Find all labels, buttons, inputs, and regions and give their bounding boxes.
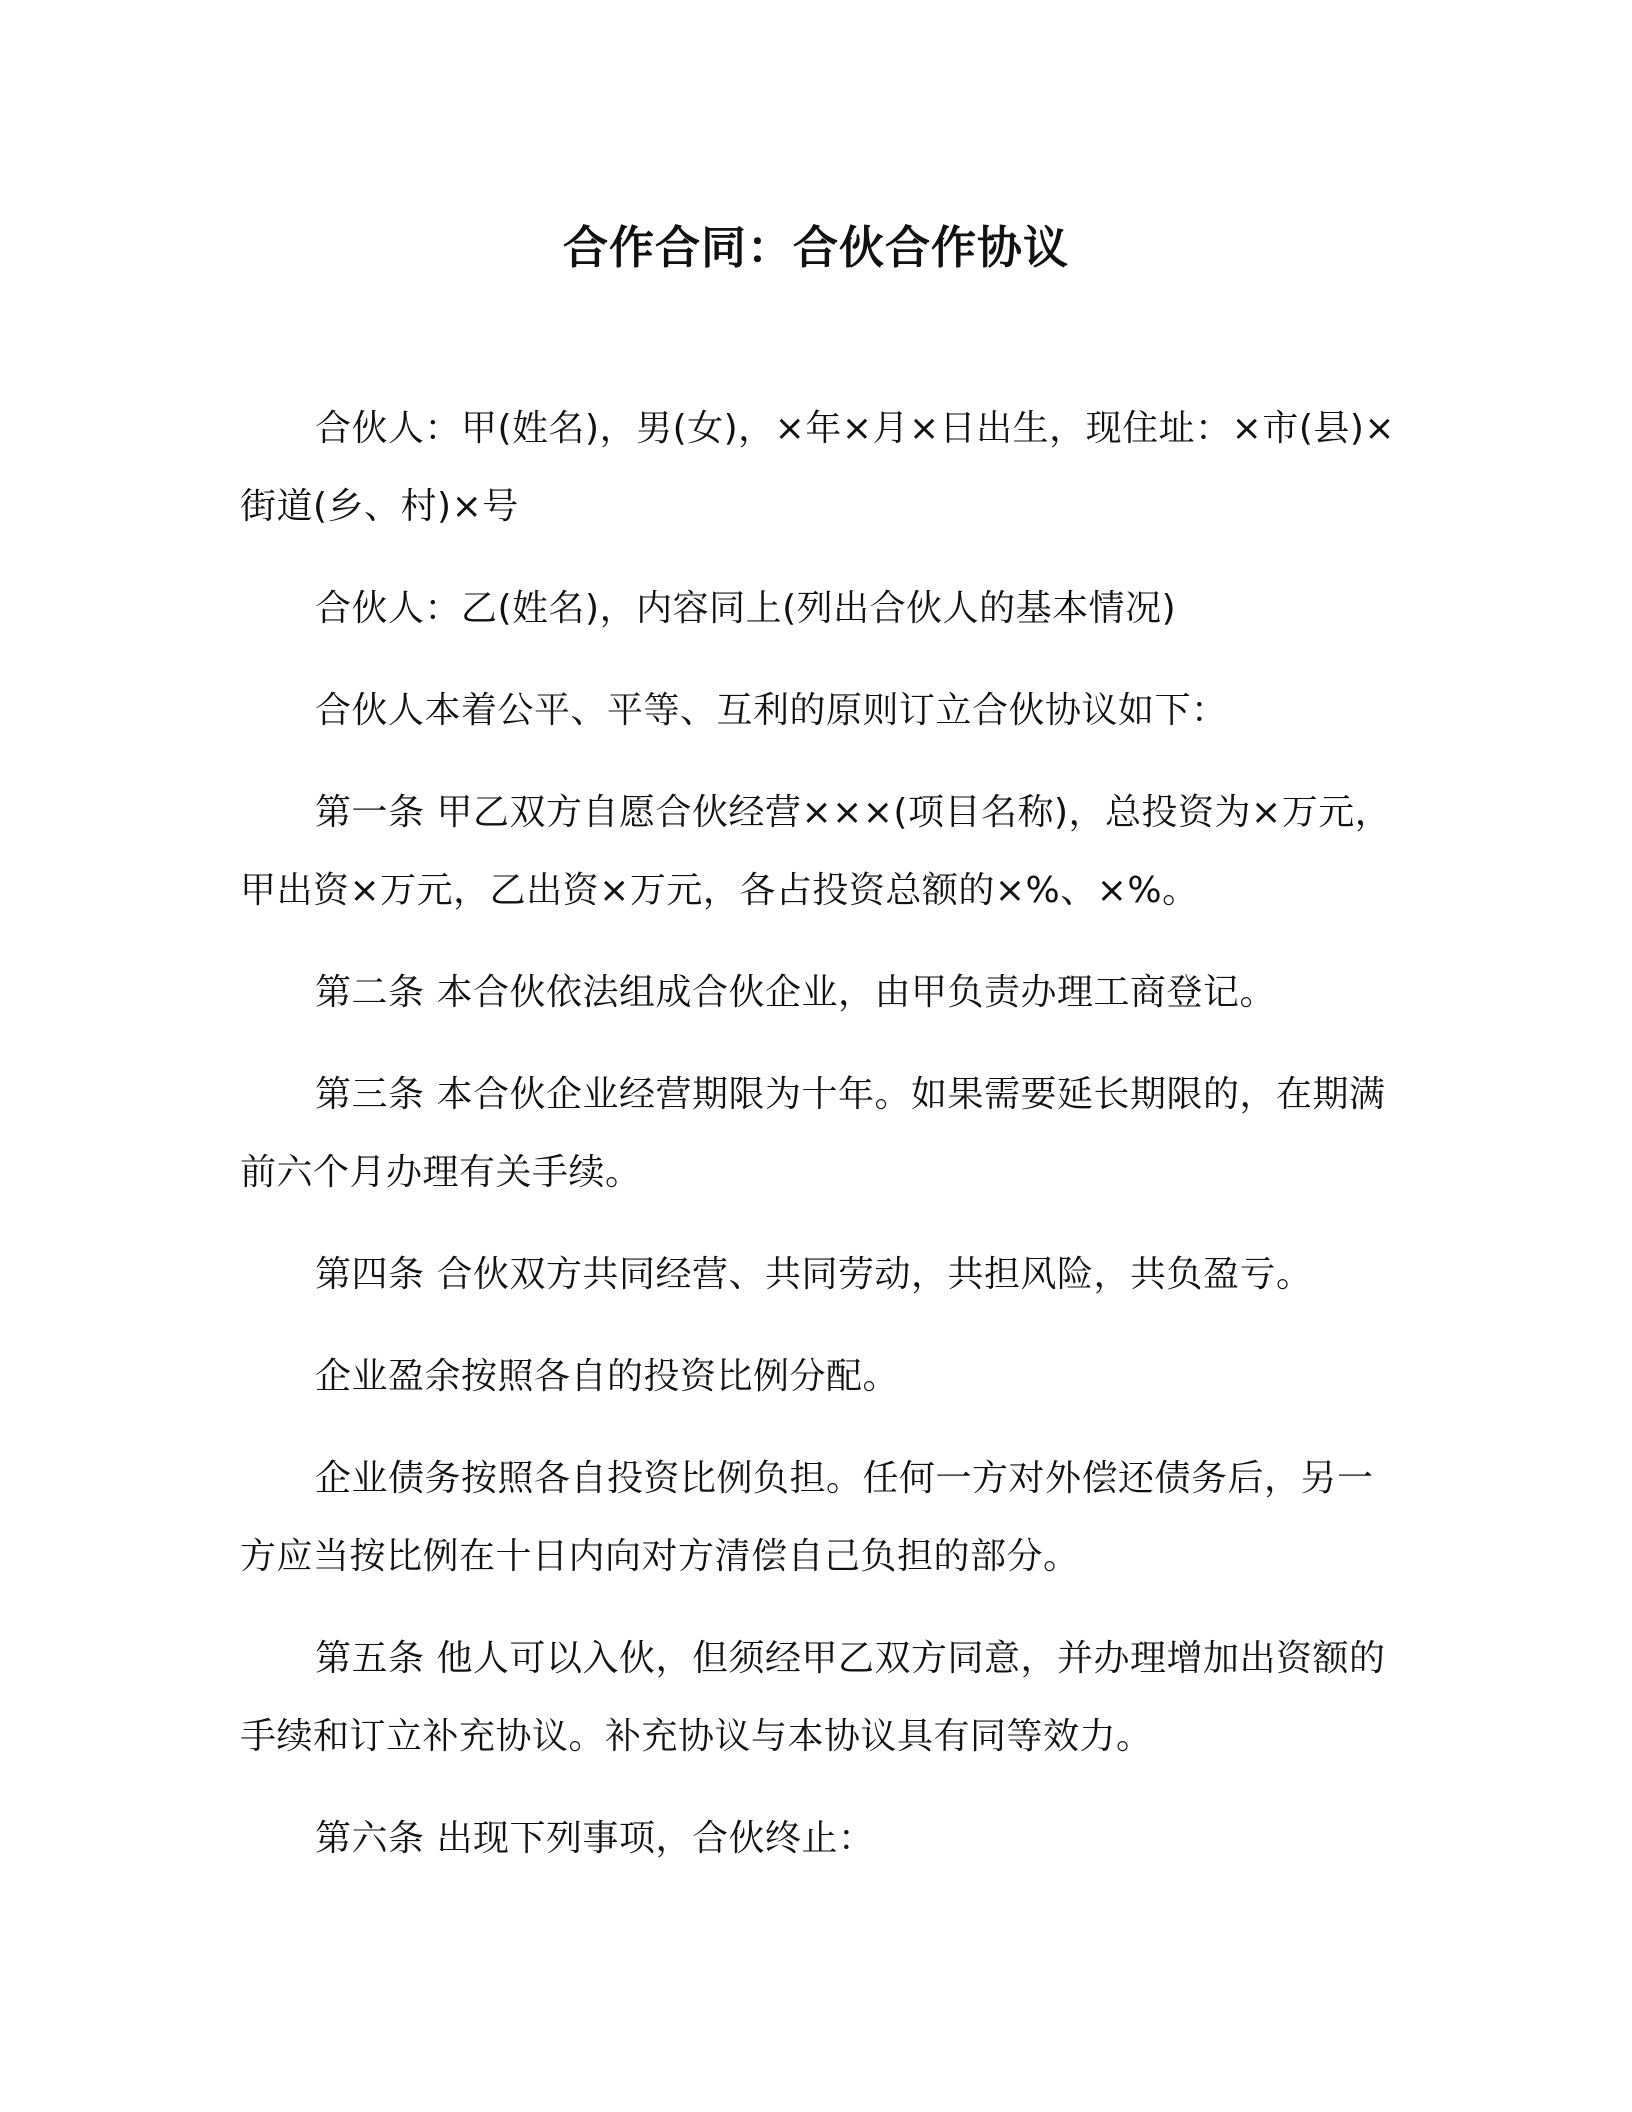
paragraph-article-4: 第四条 合伙双方共同经营、共同劳动，共担风险，共负盈亏。 bbox=[315, 1254, 1313, 1295]
paragraph-article-5: 第五条 他人可以入伙，但须经甲乙双方同意，并办理增加出资额的手续和订立补充协议。补充协议与本协议具有同等效力。 bbox=[240, 1638, 1386, 1757]
document-title: 合作合同：合伙合作协议 bbox=[562, 221, 1069, 274]
paragraph-article-3: 第三条 本合伙企业经营期限为十年。如果需要延长期限的，在期满前六个月办理有关手续。 bbox=[240, 1074, 1386, 1193]
paragraph-partner-b: 合伙人：乙(姓名)，内容同上(列出合伙人的基本情况) bbox=[315, 588, 1177, 629]
paragraph-profit-distribution: 企业盈余按照各自的投资比例分配。 bbox=[315, 1356, 900, 1397]
document-body bbox=[240, 390, 1400, 1902]
paragraph-article-6: 第六条 出现下列事项，合伙终止： bbox=[315, 1818, 875, 1859]
paragraph-article-1: 第一条 甲乙双方自愿合伙经营×××(项目名称)，总投资为×万元，甲出资×万元，乙出资×万元，各占投资总额的×%、×%。 bbox=[240, 792, 1392, 911]
paragraph-partner-a: 合伙人：甲(姓名)，男(女)，×年×月×日出生，现住址：×市(县)×街道(乡、村)×号 bbox=[240, 408, 1396, 527]
paragraph-debt-liability: 企业债务按照各自投资比例负担。任何一方对外偿还债务后，另一方应当按比例在十日内向对方清偿自己负担的部分。 bbox=[240, 1458, 1374, 1577]
paragraph-article-2: 第二条 本合伙依法组成合伙企业，由甲负责办理工商登记。 bbox=[315, 972, 1276, 1013]
paragraph-preamble: 合伙人本着公平、平等、互利的原则订立合伙协议如下： bbox=[315, 690, 1228, 731]
